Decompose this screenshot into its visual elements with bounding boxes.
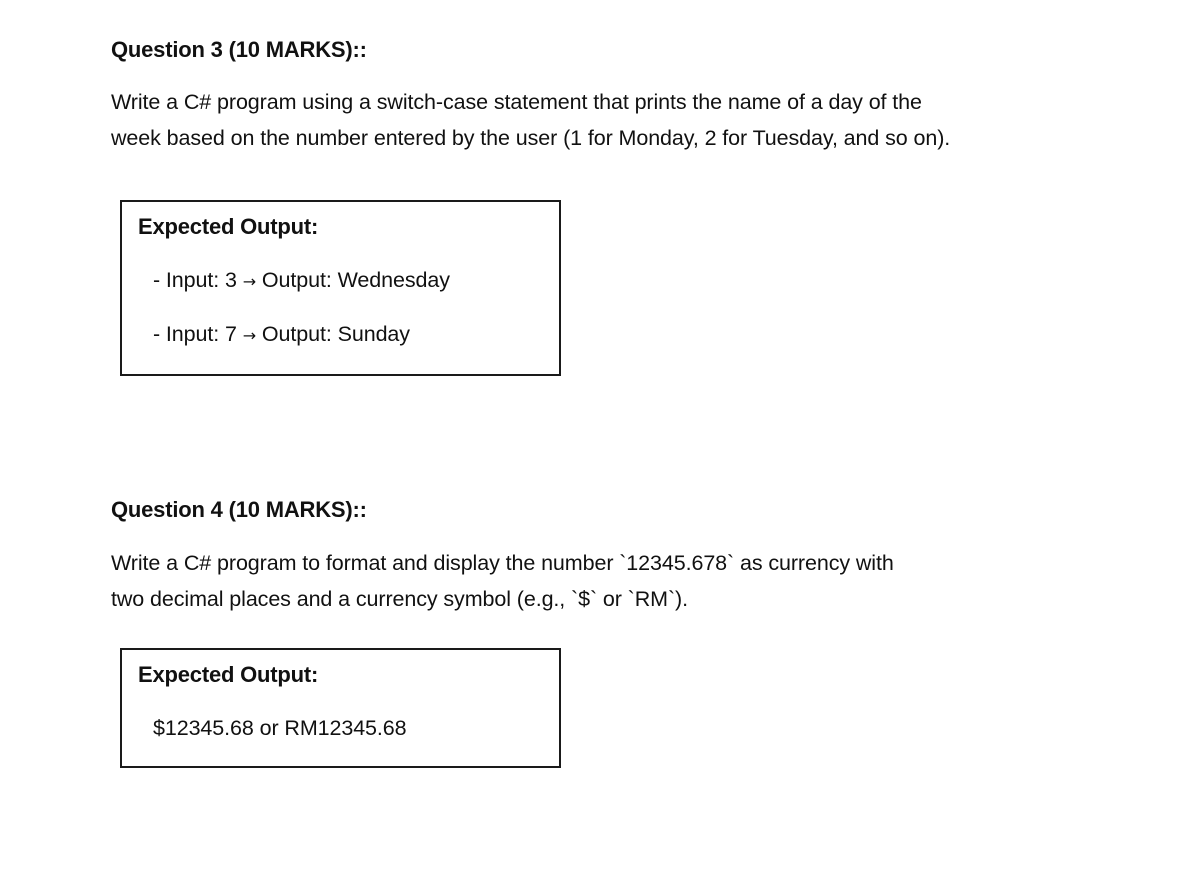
question-3-prompt — [111, 84, 1111, 156]
question-4-prompt-line-1: Write a C# program to format and display the number `12345.678` as currency with — [111, 551, 894, 575]
question-4-expected-output-box — [120, 648, 561, 768]
question-3-prompt-line-1: Write a C# program using a switch-case statement that prints the name of a day of the — [111, 90, 922, 114]
question-3-heading: Question 3 (10 MARKS):: — [111, 37, 367, 62]
question-4-output-line-1: $12345.68 or RM12345.68 — [153, 716, 407, 740]
question-4-prompt-line-2: two decimal places and a currency symbol (e.g., `$` or `RM`). — [111, 587, 688, 611]
question-3-expected-output-box — [120, 200, 561, 376]
question-4-heading: Question 4 (10 MARKS):: — [111, 497, 367, 522]
right-arrow-icon: → — [242, 272, 257, 291]
question-3-output-line-2 — [153, 320, 410, 350]
question-3-output-line-1 — [153, 266, 450, 296]
question-4-expected-output-title: Expected Output: — [138, 662, 319, 687]
output-line-input: - Input: 7 — [153, 322, 237, 346]
output-line-output: Output: Sunday — [261, 322, 410, 346]
question-3-prompt-line-2: week based on the number entered by the user (1 for Monday, 2 for Tuesday, and so on). — [111, 126, 951, 150]
question-3-expected-output-title: Expected Output: — [138, 214, 319, 239]
right-arrow-icon: → — [242, 326, 257, 345]
output-line-input: - Input: 3 — [153, 268, 237, 292]
question-4-prompt — [111, 545, 1111, 617]
output-line-output: Output: Wednesday — [261, 268, 450, 292]
